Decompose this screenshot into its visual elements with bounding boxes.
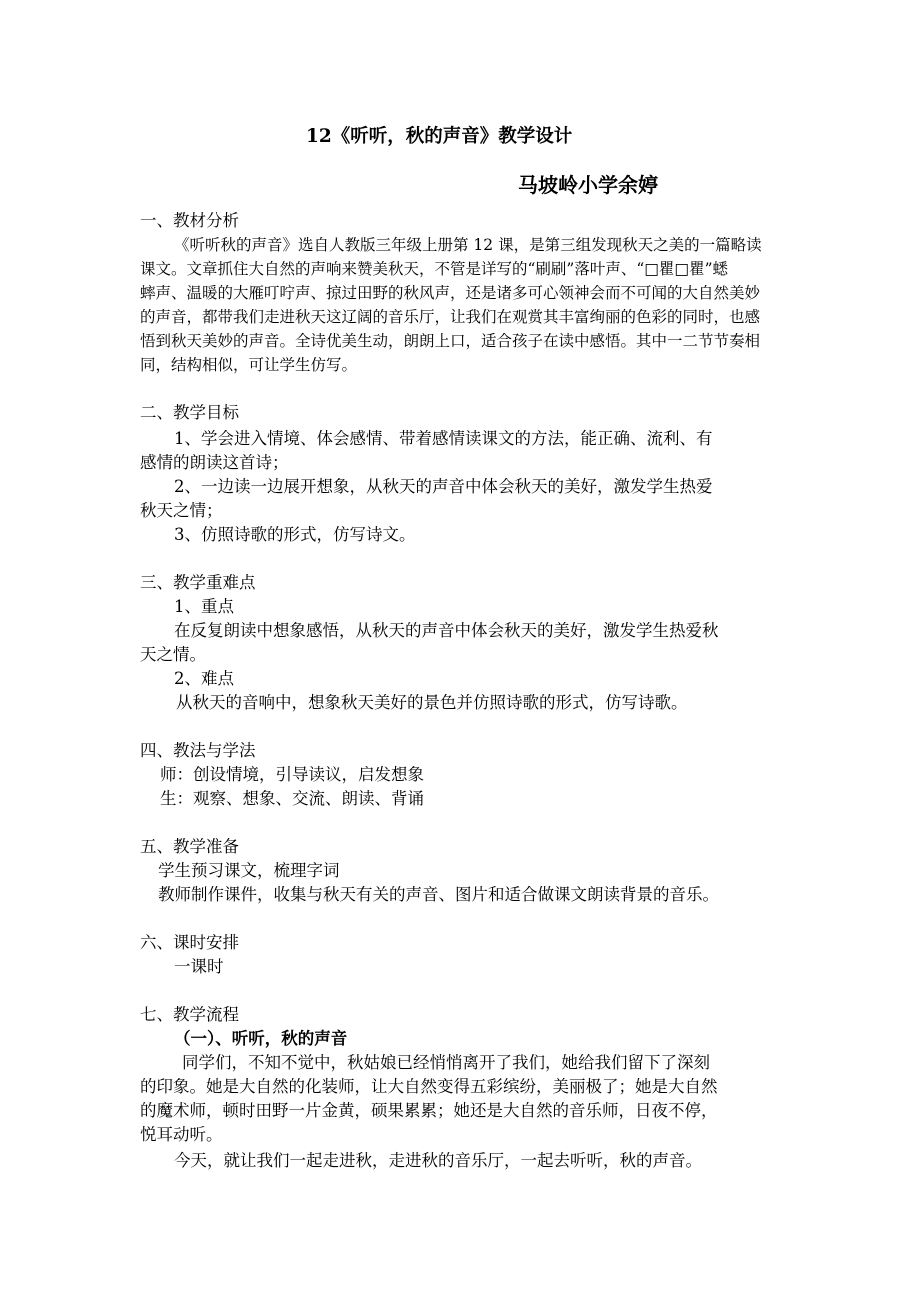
paragraph-line: 2、一边读一边展开想象，从秋天的声音中体会秋天的美好，激发学生热爱	[174, 477, 713, 496]
paragraph-line: 生：观察、想象、交流、朗读、背诵	[160, 789, 424, 808]
section-heading-objectives: 二、教学目标	[140, 403, 239, 422]
paragraph-line: 秋天之情；	[140, 501, 223, 520]
paragraph-line: 的印象。她是大自然的化装师，让大自然变得五彩缤纷，美丽极了；她是大自然	[140, 1077, 718, 1096]
paragraph-line: 的声音，都带我们走进秋天这辽阔的音乐厅，让我们在观赏其丰富绚丽的色彩的同时，也感	[140, 308, 761, 326]
paragraph-line: 一课时	[174, 957, 224, 976]
section-heading-methods: 四、教法与学法	[140, 741, 256, 760]
paragraph-line: 1、重点	[174, 597, 234, 616]
paragraph-line: 《听听秋的声音》选自人教版三年级上册第 12 课，是第三组发现秋天之美的一篇略读	[174, 236, 762, 254]
paragraph-line: 感情的朗读这首诗；	[140, 453, 289, 472]
paragraph-line: 1、学会进入情境、体会感情、带着感情读课文的方法，能正确、流利、有	[174, 429, 713, 448]
paragraph-line: 教师制作课件，收集与秋天有关的声音、图片和适合做课文朗读背景的音乐。	[158, 885, 719, 904]
paragraph-line: 从秋天的音响中，想象秋天美好的景色并仿照诗歌的形式，仿写诗歌。	[176, 693, 688, 712]
section-heading-process: 七、教学流程	[140, 1005, 239, 1024]
document-author: 马坡岭小学余婷	[518, 173, 658, 197]
paragraph-line: 悟到秋天美妙的声音。全诗优美生动，朗朗上口，适合孩子在读中感悟。其中一二节节奏相	[140, 332, 761, 350]
paragraph-line: 课文。文章抓住大自然的声响来赞美秋天，不管是详写的“刷刷”落叶声、“□瞿□瞿”蟋	[140, 260, 728, 278]
paragraph-line: 2、难点	[174, 669, 234, 688]
paragraph-line: 的魔术师，顿时田野一片金黄，硕果累累；她还是大自然的音乐师，日夜不停，	[140, 1101, 718, 1120]
paragraph-line: 3、仿照诗歌的形式，仿写诗文。	[174, 525, 416, 544]
subsection-heading: （一）、听听，秋的声音	[174, 1029, 348, 1048]
paragraph-line: 学生预习课文，梳理字词	[158, 861, 340, 880]
paragraph-line: 蟀声、温暖的大雁叮咛声、掠过田野的秋风声，还是诸多可心领神会而不可闻的大自然美妙	[140, 284, 761, 302]
section-heading-preparation: 五、教学准备	[140, 837, 239, 856]
paragraph-line: 天之情。	[140, 645, 206, 664]
paragraph-line: 同，结构相似，可让学生仿写。	[140, 356, 358, 374]
section-heading-schedule: 六、课时安排	[140, 933, 239, 952]
section-heading-key-points: 三、教学重难点	[140, 573, 256, 592]
paragraph-line: 今天，就让我们一起走进秋，走进秋的音乐厅，一起去听听，秋的声音。	[174, 1151, 702, 1170]
document-title: 12《听听，秋的声音》教学设计	[306, 126, 573, 147]
paragraph-line: 同学们，不知不觉中，秋姑娘已经悄悄离开了我们，她给我们留下了深刻	[182, 1053, 710, 1072]
paragraph-line: 在反复朗读中想象感悟，从秋天的声音中体会秋天的美好，激发学生热爱秋	[174, 621, 719, 640]
section-heading-analysis: 一、教材分析	[140, 211, 239, 230]
paragraph-line: 悦耳动听。	[140, 1125, 223, 1144]
paragraph-line: 师：创设情境，引导读议，启发想象	[160, 765, 424, 784]
